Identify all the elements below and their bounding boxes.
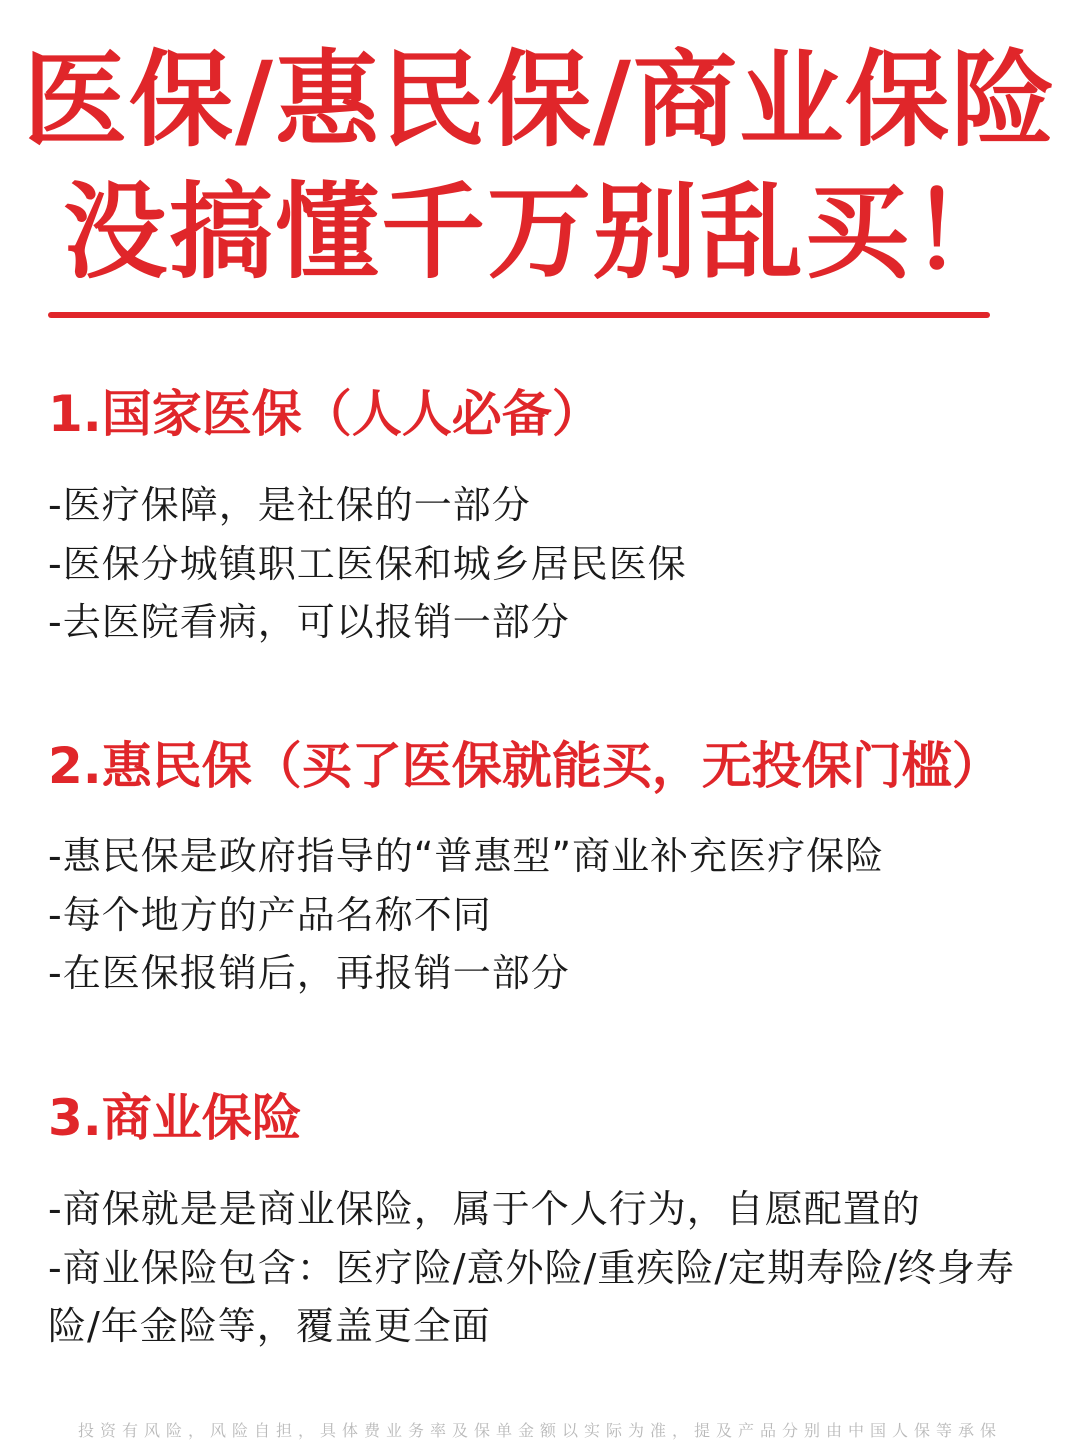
list-item: -商业保险包含：医疗险/意外险/重疾险/定期寿险/终身寿险/年金险等，覆盖更全面 xyxy=(48,1245,1015,1348)
list-item: -惠民保是政府指导的“普惠型”商业补充医疗保险 xyxy=(48,834,885,878)
list-item: -医疗保障，是社保的一部分 xyxy=(48,483,531,527)
section-1-list xyxy=(48,476,1038,652)
list-item: -每个地方的产品名称不同 xyxy=(48,892,492,937)
section-3-list xyxy=(48,1180,1038,1356)
title-divider xyxy=(48,312,990,318)
list-item: -医保分城镇职工医保和城乡居民医保 xyxy=(48,541,687,586)
list-item: -商保就是是商业保险，属于个人行为，自愿配置的 xyxy=(48,1187,921,1231)
list-item: -去医院看病，可以报销一部分 xyxy=(48,600,570,644)
section-2-list xyxy=(48,827,1038,1003)
list-item: -在医保报销后，再报销一部分 xyxy=(48,951,570,995)
section-heading-commercial-insurance: 3.商业保险 xyxy=(48,1089,302,1147)
section-heading-national-medical-insurance: 1.国家医保（人人必备） xyxy=(48,385,602,443)
section-heading-huiminbao: 2.惠民保（买了医保就能买，无投保门槛） xyxy=(48,737,1002,795)
disclaimer-text: 投资有风险，风险自担，具体费业务率及保单金额以实际为准，提及产品分别由中国人保等承保 xyxy=(77,1421,1002,1440)
page-title-line-1: 医保/惠民保/商业保险 xyxy=(23,39,1057,161)
page-title-line-2: 没搞懂千万别乱买！ xyxy=(62,171,1017,293)
